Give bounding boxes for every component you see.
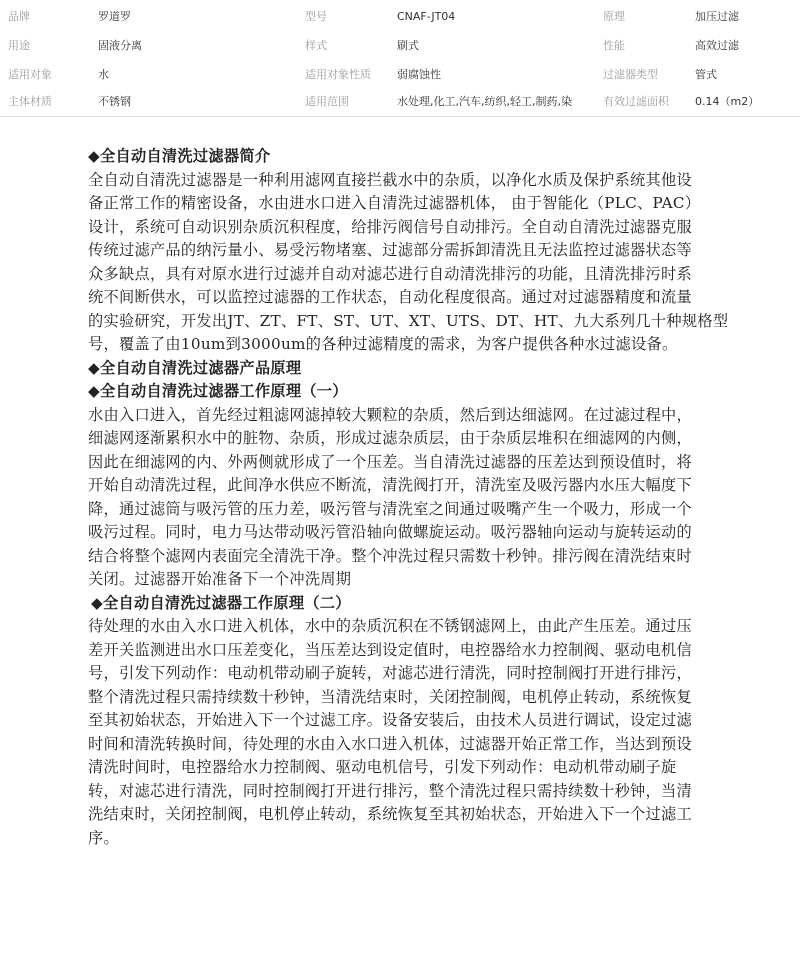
text-line: 结合将整个滤网内表面完全清洗干净。整个冲洗过程只需数十秒钟。排污阀在清洗结束时 bbox=[88, 546, 693, 565]
text-line: 时间和清洗转换时间，待处理的水由入水口进入机体，过滤器开始正常工作，当达到预设 bbox=[88, 734, 693, 753]
text-line: 统不间断供水，可以监控过滤器的工作状态，自动化程度很高。通过对过滤器精度和流量 bbox=[88, 288, 693, 306]
spec-label-object-property: 适用对象性质 bbox=[305, 68, 371, 81]
text-line: 整个清洗过程只需持续数十秒钟，当清洗结束时，关闭控制阀，电机停止转动，系统恢复 bbox=[88, 687, 693, 706]
text-line: 因此在细滤网的内、外两侧就形成了一个压差。当自清洗过滤器的压差达到预设值时，将 bbox=[88, 452, 693, 471]
spec-row bbox=[0, 87, 800, 116]
text-line: 备正常工作的精密设备，水由进水口进入自清洗过滤器机体， 由于智能化（PLC、PAC） bbox=[88, 194, 701, 212]
working-principle-1-paragraph bbox=[88, 404, 800, 592]
spec-label-model: 型号 bbox=[305, 10, 327, 23]
spec-value-performance: 高效过滤 bbox=[695, 39, 739, 52]
spec-label-performance: 性能 bbox=[603, 39, 625, 52]
spec-label-usage: 用途 bbox=[8, 39, 30, 52]
text-line: 至其初始状态，开始进入下一个过滤工序。设备安装后，由技术人员进行调试，设定过滤 bbox=[88, 711, 693, 729]
text-line: 众多缺点，具有对原水进行过滤并自动对滤芯进行自动清洗排污的功能，且清洗排污时系 bbox=[88, 264, 693, 283]
section-heading-intro: ◆全自动自清洗过滤器简介 bbox=[88, 147, 271, 165]
spec-value-principle: 加压过滤 bbox=[695, 10, 739, 23]
text-line: 待处理的水由入水口进入机体，水中的杂质沉积在不锈钢滤网上，由此产生压差。通过压 bbox=[88, 617, 693, 635]
spec-label-scope: 适用范围 bbox=[305, 95, 349, 108]
spec-value-filter-type: 管式 bbox=[695, 68, 717, 81]
text-line: 水由入口进入，首先经过粗滤网滤掉较大颗粒的杂质，然后到达细滤网。在过滤过程中， bbox=[88, 405, 693, 424]
text-line: 的实验研究，开发出JT、ZT、FT、ST、UT、XT、UTS、DT、HT、九大系列几十种规格型 bbox=[88, 311, 729, 330]
text-line: 传统过滤产品的纳污量小、易受污物堵塞、过滤部分需拆卸清洗且无法监控过滤器状态等 bbox=[88, 241, 693, 259]
section-heading-working-principle-2: ◆全自动自清洗过滤器工作原理（二） bbox=[91, 593, 351, 612]
spec-value-style: 刷式 bbox=[397, 39, 419, 52]
spec-row bbox=[0, 60, 800, 89]
text-line: 设计，系统可自动识别杂质沉积程度，给排污阀信号自动排污。全自动自清洗过滤器克服 bbox=[88, 217, 693, 236]
text-line: 细滤网逐渐累积水中的脏物、杂质，形成过滤杂质层，由于杂质层堆积在细滤网的内侧， bbox=[88, 429, 693, 447]
spec-label-style: 样式 bbox=[305, 39, 327, 52]
spec-value-usage: 固液分离 bbox=[98, 39, 142, 52]
text-line: 洗结束时，关闭控制阀，电机停止转动，系统恢复至其初始状态，开始进入下一个过滤工 bbox=[88, 805, 693, 823]
text-line: 吸污过程。同时，电力马达带动吸污管沿轴向做螺旋运动。吸污器轴向运动与旋转运动的 bbox=[88, 523, 693, 541]
product-description-article bbox=[88, 145, 800, 850]
spec-value-object-property: 弱腐蚀性 bbox=[397, 68, 441, 81]
spec-row bbox=[0, 2, 800, 31]
spec-label-material: 主体材质 bbox=[8, 95, 52, 108]
product-specs-table bbox=[0, 0, 800, 117]
spec-label-object: 适用对象 bbox=[8, 68, 52, 81]
text-line: 号，覆盖了由10um到3000um的各种过滤精度的需求，为客户提供各种水过滤设备。 bbox=[88, 335, 678, 353]
text-line: 转，对滤芯进行清洗，同时控制阀打开进行排污，整个清洗过程只需持续数十秒钟，当清 bbox=[88, 781, 693, 800]
spec-value-brand: 罗道罗 bbox=[98, 10, 131, 23]
spec-value-scope: 水处理,化工,汽车,纺织,轻工,制药,染 bbox=[397, 95, 572, 108]
text-line: 序。 bbox=[88, 828, 119, 847]
text-line: 号，引发下列动作：电动机带动刷子旋转，对滤芯进行清洗，同时控制阀打开进行排污， bbox=[88, 664, 693, 682]
spec-label-filter-type: 过滤器类型 bbox=[603, 68, 658, 81]
spec-value-material: 不锈钢 bbox=[98, 95, 131, 108]
intro-paragraph bbox=[88, 169, 800, 357]
section-heading-working-principle-1: ◆全自动自清洗过滤器工作原理（一） bbox=[88, 382, 348, 400]
spec-value-object: 水 bbox=[98, 68, 109, 81]
text-line: 降，通过滤筒与吸污管的压力差，吸污管与清洗室之间通过吸嘴产生一个吸力，形成一个 bbox=[88, 499, 693, 518]
working-principle-2-paragraph bbox=[88, 615, 800, 850]
text-line: 开始自动清洗过程，此间净水供应不断流，清洗阀打开，清洗室及吸污器内水压大幅度下 bbox=[88, 476, 693, 494]
text-line: 全自动自清洗过滤器是一种利用滤网直接拦截水中的杂质，以净化水质及保护系统其他设 bbox=[88, 170, 693, 189]
spec-row bbox=[0, 31, 800, 60]
spec-label-filter-area: 有效过滤面积 bbox=[603, 95, 669, 108]
text-line: 差开关监测进出水口压差变化，当压差达到设定值时，电控器给水力控制阀、驱动电机信 bbox=[88, 640, 693, 659]
spec-label-brand: 品牌 bbox=[8, 10, 30, 23]
text-line: 清洗时间时，电控器给水力控制阀、驱动电机信号，引发下列动作：电动机带动刷子旋 bbox=[88, 758, 677, 776]
spec-value-filter-area: 0.14（m2） bbox=[695, 95, 760, 108]
spec-value-model: CNAF-JT04 bbox=[397, 10, 456, 23]
spec-label-principle: 原理 bbox=[603, 10, 625, 23]
section-heading-principle: ◆全自动自清洗过滤器产品原理 bbox=[88, 358, 302, 377]
text-line: 关闭。过滤器开始准备下一个冲洗周期 bbox=[88, 570, 352, 588]
